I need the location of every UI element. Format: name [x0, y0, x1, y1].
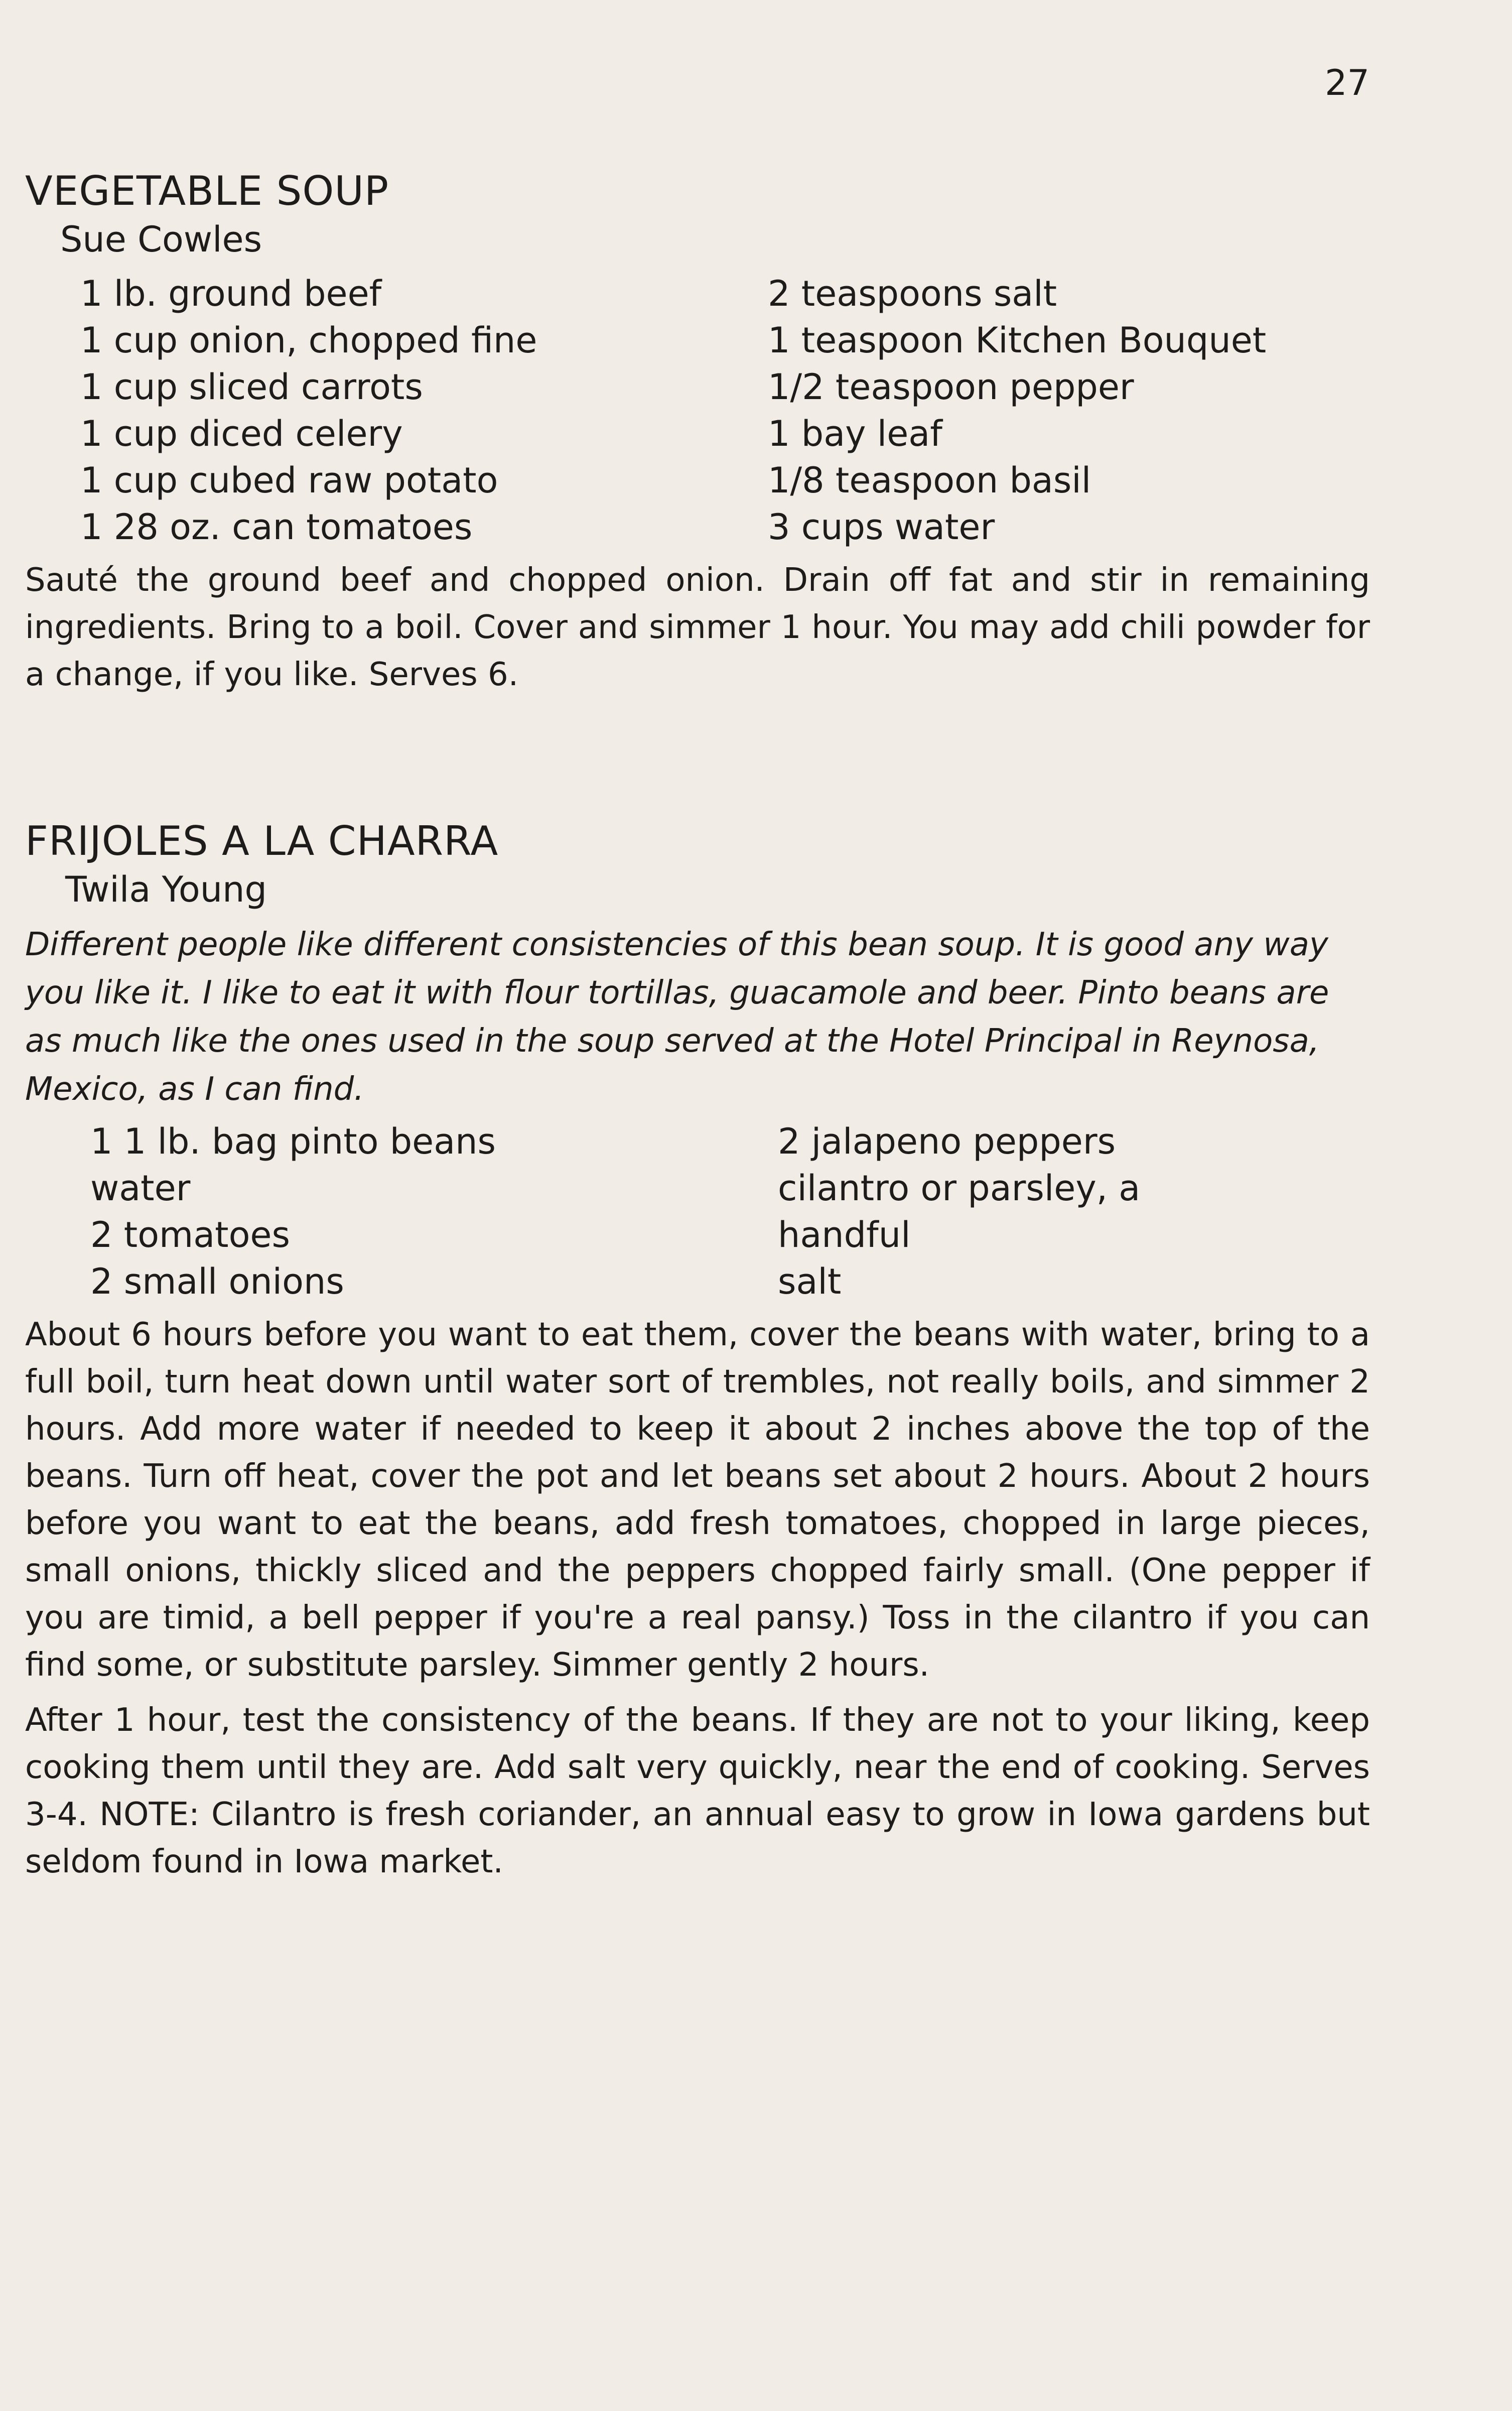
recipe-title: VEGETABLE SOUP	[25, 168, 389, 214]
recipe-directions: About 6 hours before you want to eat them, cover the beans with water, bring to a full boil, turn heat down until water sort of trembles, not really boils, and simmer 2 hours. Add more water if needed to keep it about 2 inches above the top of the beans. Turn off heat, cover the pot and let beans set about 2 hours. About 2 hours before you want to eat the beans, add fresh tomatoes, chopped in large pieces, small onions, thickly sliced and the peppers chopped fairly small. (One pepper if you are timid, a bell pepper if you're a real pansy.) Toss in the cilantro if you can find some, or substitute parsley. Simmer gently 2 hours.	[25, 1316, 1370, 1684]
ingredient-item: 2 teaspoons salt	[768, 273, 1057, 314]
ingredient-item: 1 teaspoon Kitchen Bouquet	[768, 320, 1267, 361]
ingredient-item: cilantro or parsley, a	[778, 1168, 1141, 1209]
recipe-directions: Sauté the ground beef and chopped onion. Drain off fat and stir in remaining ingredients. Bring to a boil. Cover and simmer 1 hour. You may add chili powder for a change, if you like. Serves 6.	[25, 562, 1370, 693]
recipe-title: FRIJOLES A LA CHARRA	[25, 818, 499, 864]
ingredient-item: 1 lb. ground beef	[80, 273, 382, 314]
ingredient-item: 3 cups water	[768, 506, 995, 548]
ingredient-item: 2 tomatoes	[90, 1214, 290, 1255]
ingredient-column-left	[80, 271, 768, 551]
recipe-directions-note: After 1 hour, test the consistency of the beans. If they are not to your liking, keep cooking them until they are. Add salt very quickly, near the end of cooking. Serves 3-4. NOTE: Cilantro is fresh coriander, an annual easy to grow in Iowa gardens but seldom found in Iowa market.	[25, 1702, 1370, 1880]
recipe-author: Sue Cowles	[60, 219, 262, 260]
ingredient-item: 1/2 teaspoon pepper	[768, 366, 1134, 408]
ingredient-column-right	[768, 271, 1390, 551]
ingredient-item: 2 small onions	[90, 1261, 344, 1302]
ingredient-item: 2 jalapeno peppers	[778, 1121, 1116, 1162]
ingredient-item: water	[90, 1168, 191, 1209]
ingredient-item: handful	[778, 1214, 911, 1255]
ingredient-item: 1 cup onion, chopped fine	[80, 320, 537, 361]
ingredient-item: 1 cup cubed raw potato	[80, 460, 498, 501]
ingredient-item: 1 cup diced celery	[80, 413, 403, 454]
ingredient-item: 1 1 lb. bag pinto beans	[90, 1121, 496, 1162]
page-number: 27	[1325, 62, 1370, 103]
recipe-intro: Different people like different consistencies of this bean soup. It is good any way you like it. I like to eat it with flour tortillas, guacamole and beer. Pinto beans are as much like the ones used in the soup served at the Hotel Principal in Reynosa, Mexico, as I can find.	[25, 926, 1329, 1108]
ingredient-list	[25, 1118, 1370, 1305]
ingredient-item: salt	[778, 1261, 842, 1302]
recipe-frijoles-a-la-charra	[25, 818, 1370, 1885]
ingredient-item: 1 bay leaf	[768, 413, 942, 454]
ingredient-item: 1 cup sliced carrots	[80, 366, 423, 408]
ingredient-column-right	[778, 1118, 1400, 1305]
ingredient-column-left	[90, 1118, 778, 1305]
ingredient-item: 1/8 teaspoon basil	[768, 460, 1091, 501]
recipe-vegetable-soup	[25, 168, 1370, 698]
ingredient-list	[25, 271, 1370, 551]
recipe-author: Twila Young	[65, 869, 267, 910]
ingredient-item: 1 28 oz. can tomatoes	[80, 506, 473, 548]
